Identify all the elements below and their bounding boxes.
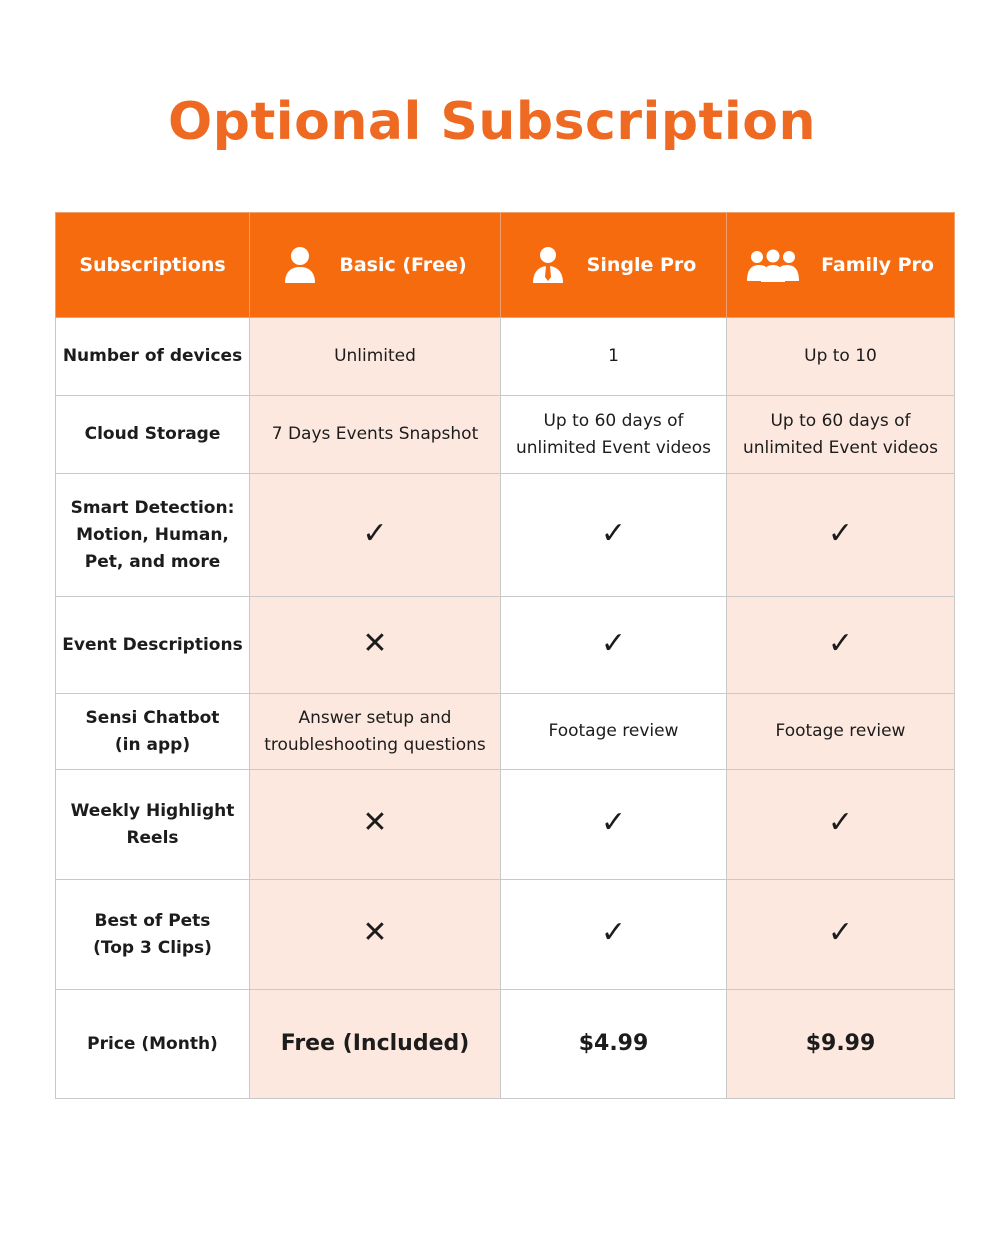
header-subscriptions-label: Subscriptions (79, 253, 226, 276)
header-family-pro-label: Family Pro (821, 253, 934, 276)
check-icon: ✓ (827, 515, 854, 551)
single-user-icon (283, 246, 317, 284)
basic-value-line: Answer setup and (298, 707, 452, 728)
feature-label-line: Pet, and more (84, 551, 221, 572)
feature-cell (56, 770, 250, 880)
feature-label-line: Weekly Highlight (70, 800, 235, 821)
basic-cell (250, 318, 501, 396)
family-pro-value-line: Up to 60 days of (770, 410, 911, 431)
basic-value: Unlimited (334, 346, 416, 366)
feature-label-line: Sensi Chatbot (85, 707, 220, 728)
single-pro-price-cell (501, 990, 727, 1099)
family-pro-price: $9.99 (805, 1030, 876, 1056)
user-with-tie-icon (531, 246, 565, 284)
single-pro-value-line: unlimited Event videos (516, 437, 711, 458)
page-title: Optional Subscription (168, 92, 816, 152)
check-icon: ✓ (600, 515, 627, 551)
header-basic-label: Basic (Free) (339, 253, 467, 276)
family-pro-cell (727, 770, 955, 880)
feature-label-line: (in app) (114, 734, 191, 755)
feature-label-line: Motion, Human, (76, 524, 229, 545)
feature-cell (56, 880, 250, 990)
cross-icon: ✕ (362, 805, 388, 840)
family-pro-price-cell (727, 990, 955, 1099)
header-row (56, 213, 955, 318)
single-pro-value: Footage review (548, 721, 679, 741)
header-family-pro (727, 213, 955, 318)
single-pro-cell (501, 597, 727, 694)
family-pro-cell (727, 694, 955, 770)
check-icon: ✓ (600, 915, 627, 950)
check-icon: ✓ (362, 515, 388, 551)
table-row (56, 474, 955, 597)
header-basic (250, 213, 501, 318)
cross-icon: ✕ (362, 625, 388, 661)
check-icon: ✓ (827, 915, 854, 950)
check-icon: ✓ (600, 805, 627, 840)
feature-cell (56, 694, 250, 770)
single-pro-cell (501, 318, 727, 396)
table-row (56, 694, 955, 770)
price-label-cell (56, 990, 250, 1099)
subscription-comparison-table (55, 212, 955, 1099)
price-row (56, 990, 955, 1099)
feature-label-line: Best of Pets (94, 910, 211, 931)
table-row (56, 880, 955, 990)
family-pro-value: Up to 10 (804, 346, 877, 366)
feature-label: Event Descriptions (62, 634, 243, 655)
basic-cell (250, 770, 501, 880)
family-pro-cell (727, 474, 955, 597)
feature-label: Cloud Storage (84, 424, 221, 444)
basic-value-line: troubleshooting questions (264, 734, 486, 755)
table-row (56, 396, 955, 474)
family-pro-cell (727, 597, 955, 694)
table-row (56, 597, 955, 694)
feature-cell (56, 597, 250, 694)
feature-cell (56, 318, 250, 396)
price-label: Price (Month) (87, 1033, 218, 1054)
cross-icon: ✕ (362, 915, 388, 950)
single-pro-cell (501, 770, 727, 880)
single-pro-cell (501, 474, 727, 597)
group-users-icon (747, 248, 799, 282)
check-icon: ✓ (827, 625, 854, 661)
family-pro-cell (727, 396, 955, 474)
check-icon: ✓ (827, 805, 854, 840)
single-pro-value-line: Up to 60 days of (543, 410, 684, 431)
family-pro-cell (727, 318, 955, 396)
single-pro-cell (501, 396, 727, 474)
basic-cell (250, 597, 501, 694)
feature-cell (56, 474, 250, 597)
basic-cell (250, 880, 501, 990)
basic-cell (250, 474, 501, 597)
basic-price-cell (250, 990, 501, 1099)
single-pro-price: $4.99 (578, 1030, 649, 1056)
table-row (56, 770, 955, 880)
basic-cell (250, 694, 501, 770)
feature-label: Number of devices (62, 346, 243, 366)
family-pro-value-line: unlimited Event videos (743, 437, 938, 458)
feature-label-line: (Top 3 Clips) (93, 937, 212, 958)
basic-value: 7 Days Events Snapshot (271, 424, 479, 444)
single-pro-value: 1 (608, 346, 619, 366)
table-row (56, 318, 955, 396)
feature-label-line: Smart Detection: (70, 497, 235, 518)
check-icon: ✓ (600, 625, 627, 661)
single-pro-cell (501, 880, 727, 990)
basic-cell (250, 396, 501, 474)
header-subscriptions (56, 213, 250, 318)
basic-price: Free (Included) (280, 1030, 470, 1056)
feature-label-line: Reels (126, 827, 179, 848)
feature-cell (56, 396, 250, 474)
single-pro-cell (501, 694, 727, 770)
header-single-pro-label: Single Pro (586, 253, 697, 276)
header-single-pro (501, 213, 727, 318)
family-pro-value: Footage review (775, 721, 906, 741)
family-pro-cell (727, 880, 955, 990)
